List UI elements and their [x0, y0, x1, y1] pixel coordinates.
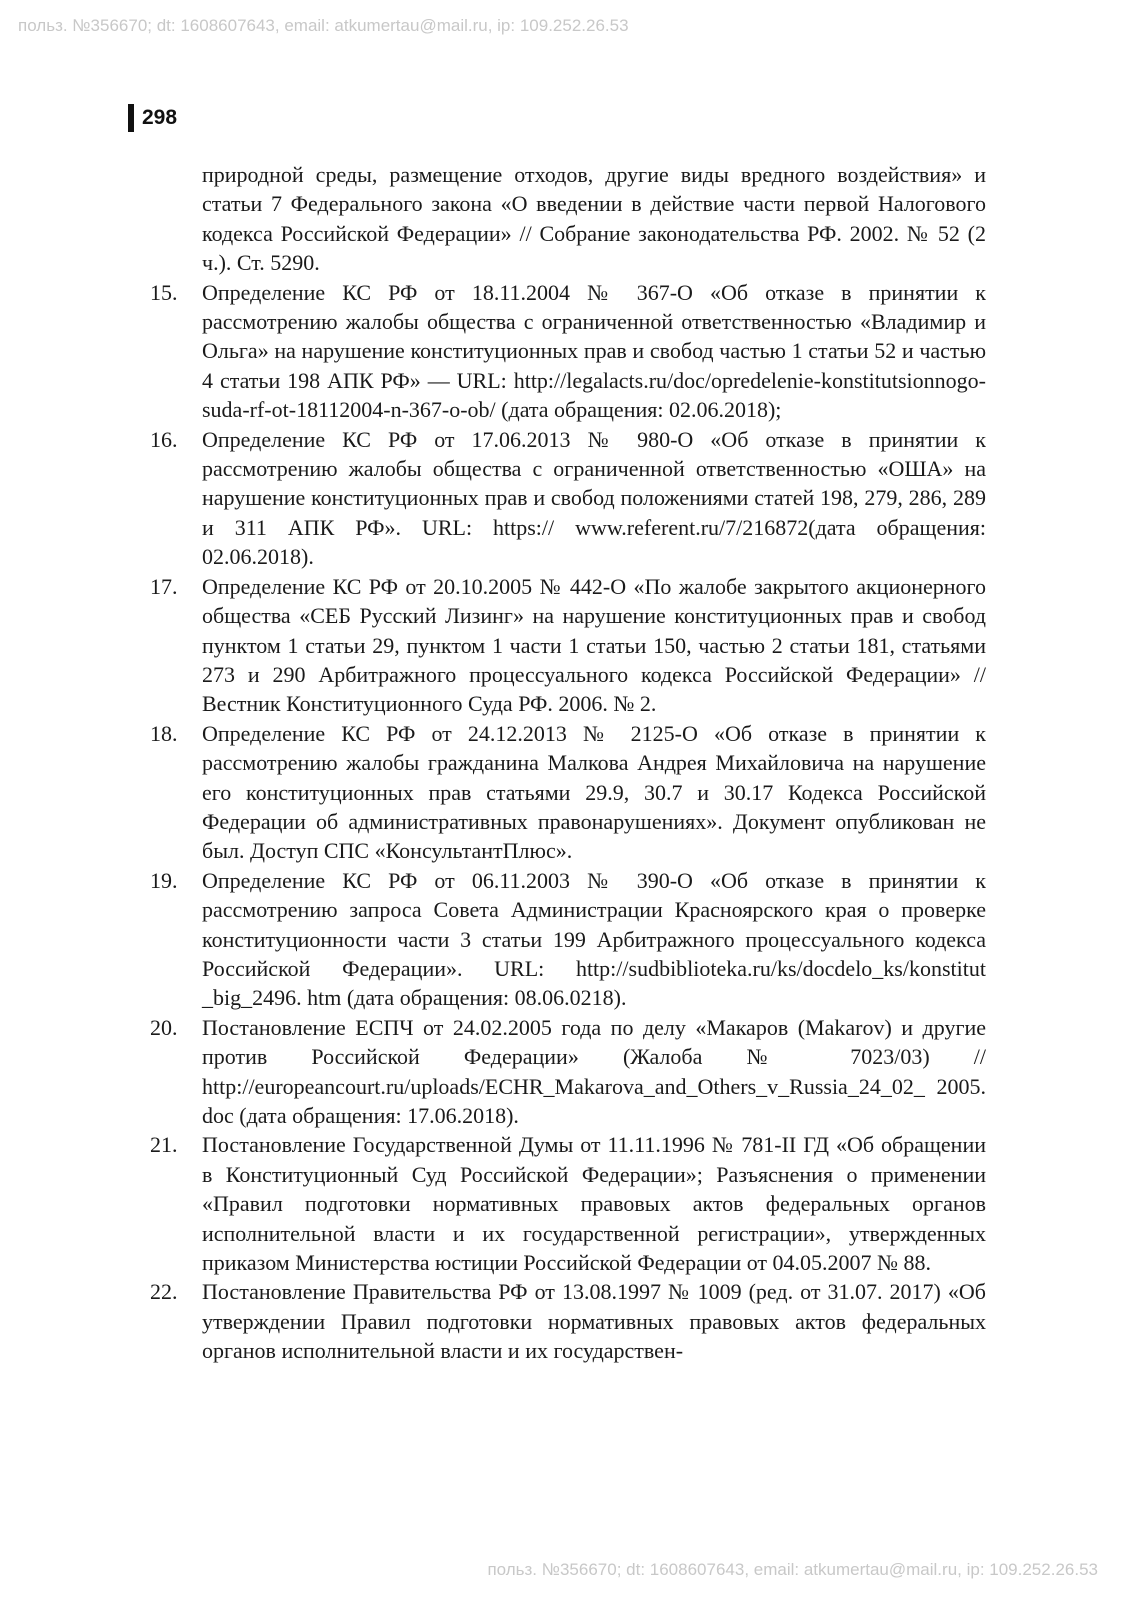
reference-text: Определение КС РФ от 17.06.2013 № 980-О «Об отказе в принятии к рассмотрению жалобы общества с ограниченной ответственностью «ОША» на нарушение конституционных прав и свобод положениями статей 198, 279, 286, 289 и 311 АПК РФ». URL: https:// www.referent.ru/7/216872(дата обращения: 02.06.2018). [202, 426, 986, 570]
reference-text: Постановление Правительства РФ от 13.08.1997 № 1009 (ред. от 31.07. 2017) «Об утверждении Правил подготовки нормативных правовых актов федеральных органов исполнительной власти и их государствен- [202, 1279, 986, 1364]
reference-number: 16. [150, 426, 178, 452]
reference-item [150, 719, 986, 866]
reference-item [150, 1277, 986, 1365]
reference-item [150, 1130, 986, 1277]
page-number-text: 298 [142, 106, 178, 129]
watermark-top: польз. №356670; dt: 1608607643, email: atkumertau@mail.ru, ip: 109.252.26.53 [18, 16, 629, 35]
references-body [150, 160, 986, 1366]
reference-text: Определение КС РФ от 06.11.2003 № 390-О «Об отказе в принятии к рассмотрению запроса Совета Администрации Красноярского края о проверке конституционности части 3 статьи 199 Арбитражного процессуального кодекса Российской Федерации». URL: http://sudbiblioteka.ru/ks/docdelo_ks/konstitut _big_2496. htm (дата обращения: 08.06.0218). [202, 867, 986, 1011]
page-number [128, 104, 177, 132]
reference-number: 17. [150, 573, 178, 599]
reference-item [150, 278, 986, 425]
reference-number: 18. [150, 720, 178, 746]
reference-number: 19. [150, 867, 178, 893]
reference-item [150, 866, 986, 1013]
watermark-bottom: польз. №356670; dt: 1608607643, email: atkumertau@mail.ru, ip: 109.252.26.53 [487, 1560, 1098, 1579]
reference-item [150, 1013, 986, 1131]
reference-number: 20. [150, 1014, 178, 1040]
reference-list [150, 278, 986, 1366]
reference-number: 21. [150, 1132, 178, 1158]
reference-item [150, 572, 986, 719]
page-number-bar [128, 104, 134, 132]
reference-continuation: природной среды, размещение отходов, другие виды вредного воздействия» и статьи 7 Федерального закона «О введении в действие части первой Налогового кодекса Российской Федерации» // Собрание законодательства РФ. 2002. № 52 (2 ч.). Ст. 5290. [202, 162, 986, 276]
reference-text: Постановление Государственной Думы от 11.11.1996 № 781-II ГД «Об обращении в Конституционный Суд Российской Федерации»; Разъяснения о применении «Правил подготовки нормативных правовых актов федеральных органов исполнительной власти и их государственной регистрации», утвержденных приказом Министерства юстиции Российской Федерации от 04.05.2007 № 88. [202, 1132, 986, 1276]
reference-number: 22. [150, 1279, 178, 1305]
reference-number: 15. [150, 279, 178, 305]
reference-text: Определение КС РФ от 20.10.2005 № 442-О «По жалобе закрытого акционерного общества «СЕБ Русский Лизинг» на нарушение конституционных прав и свобод пунктом 1 статьи 29, пунктом 1 части 1 статьи 150, частью 2 статьи 181, статьями 273 и 290 Арбитражного процессуального кодекса Российской Федерации» // Вестник Конституционного Суда РФ. 2006. № 2. [202, 573, 986, 717]
reference-text: Определение КС РФ от 24.12.2013 № 2125-О «Об отказе в принятии к рассмотрению жалобы гражданина Малкова Андрея Михайловича на нарушение его конституционных прав статьями 29.9, 30.7 и 30.17 Кодекса Российской Федерации об административных правонарушениях». Документ опубликован не был. Доступ СПС «КонсультантПлюс». [202, 720, 986, 864]
reference-item [150, 425, 986, 572]
reference-text: Определение КС РФ от 18.11.2004 № 367-О «Об отказе в принятии к рассмотрению жалобы общества с ограниченной ответственностью «Владимир и Ольга» на нарушение конституционных прав и свобод частью 1 статьи 52 и частью 4 статьи 198 АПК РФ» — URL: http://legalacts.ru/doc/opredelenie-konstitutsionnogo-suda-rf-ot-18112004-n-367-o-ob/ (дата обращения: 02.06.2018); [202, 279, 986, 423]
reference-text: Постановление ЕСПЧ от 24.02.2005 года по делу «Макаров (Makarov) и другие против Российской Федерации» (Жалоба № 7023/03) // http://europeancourt.ru/uploads/ECHR_Makarova_and_Others_v_Russia_24_02_ 2005. doc (дата обращения: 17.06.2018). [202, 1014, 986, 1128]
